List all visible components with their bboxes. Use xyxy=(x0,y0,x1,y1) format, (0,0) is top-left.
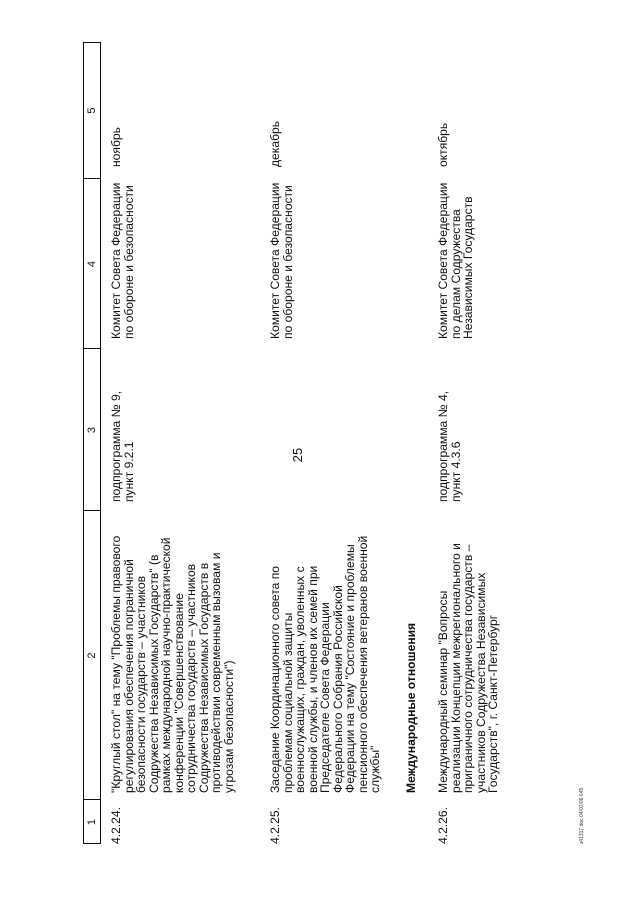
rotated-table xyxy=(83,42,599,844)
table-row-number: 4.2.24. xyxy=(109,807,123,844)
table-header: 4 xyxy=(83,179,101,349)
table-divider xyxy=(83,42,101,43)
table-row-month: декабрь xyxy=(268,120,282,167)
table-header: 1 xyxy=(83,800,101,844)
table-divider xyxy=(83,843,101,844)
table-row-month: ноябрь xyxy=(109,127,123,167)
table-divider xyxy=(83,348,101,349)
table-row-responsible: Комитет Совета Федерации по обороне и безопасности xyxy=(109,182,136,339)
table-row-month: октябрь xyxy=(436,122,450,167)
section-heading: Международные отношения xyxy=(404,622,418,793)
table-header: 2 xyxy=(83,511,101,800)
table-divider xyxy=(83,178,101,179)
table-row-number: 4.2.25. xyxy=(268,807,282,844)
page-number: 25 xyxy=(290,447,305,463)
table-row-responsible: Комитет Совета Федерации по обороне и безопасности xyxy=(268,182,295,339)
table-row-event: Международный семинар "Вопросы реализации Концепции межрегионального и приграничного сотрудничества государств – участников Содружества Независимых Государств", г. Санкт-Петербург xyxy=(436,543,500,793)
table-divider xyxy=(83,799,101,800)
table-header: 5 xyxy=(83,42,101,179)
table-row-number: 4.2.26. xyxy=(436,807,450,844)
table-row-event: "Круглый стол" на тему "Проблемы правового регулирования обеспечения пограничной безопасности государств – участников Содружества Независимых Государств" (в рамках международной научно-практической конференции "Совершенствование сотрудничества государств – участников Содружества Независимых Государств в противодействии современным вызовам и угрозам безопасности") xyxy=(109,535,236,793)
table-row-responsible: Комитет Совета Федерации по делам Содружества Независимых Государств xyxy=(436,182,475,339)
table-row-program: подпрограмма № 4, пункт 4.3.6 xyxy=(436,390,463,502)
table-row-program: подпрограмма № 9, пункт 9.2.1 xyxy=(109,390,136,502)
document-code: з41317.doc 04/07/06 645 xyxy=(579,787,585,844)
table-row-event: Заседание Координационного совета по проблемам социальной защиты военнослужащих, граждан, уволенных с военной службы, и членов их семей при Председателе Совета Федерации Федерального Собрания Российской Федерации на тему "Состояние и проблемы пенсионного обеспечения ветеранов военной службы" xyxy=(268,535,382,793)
table-divider xyxy=(83,510,101,511)
table-header: 3 xyxy=(83,349,101,511)
